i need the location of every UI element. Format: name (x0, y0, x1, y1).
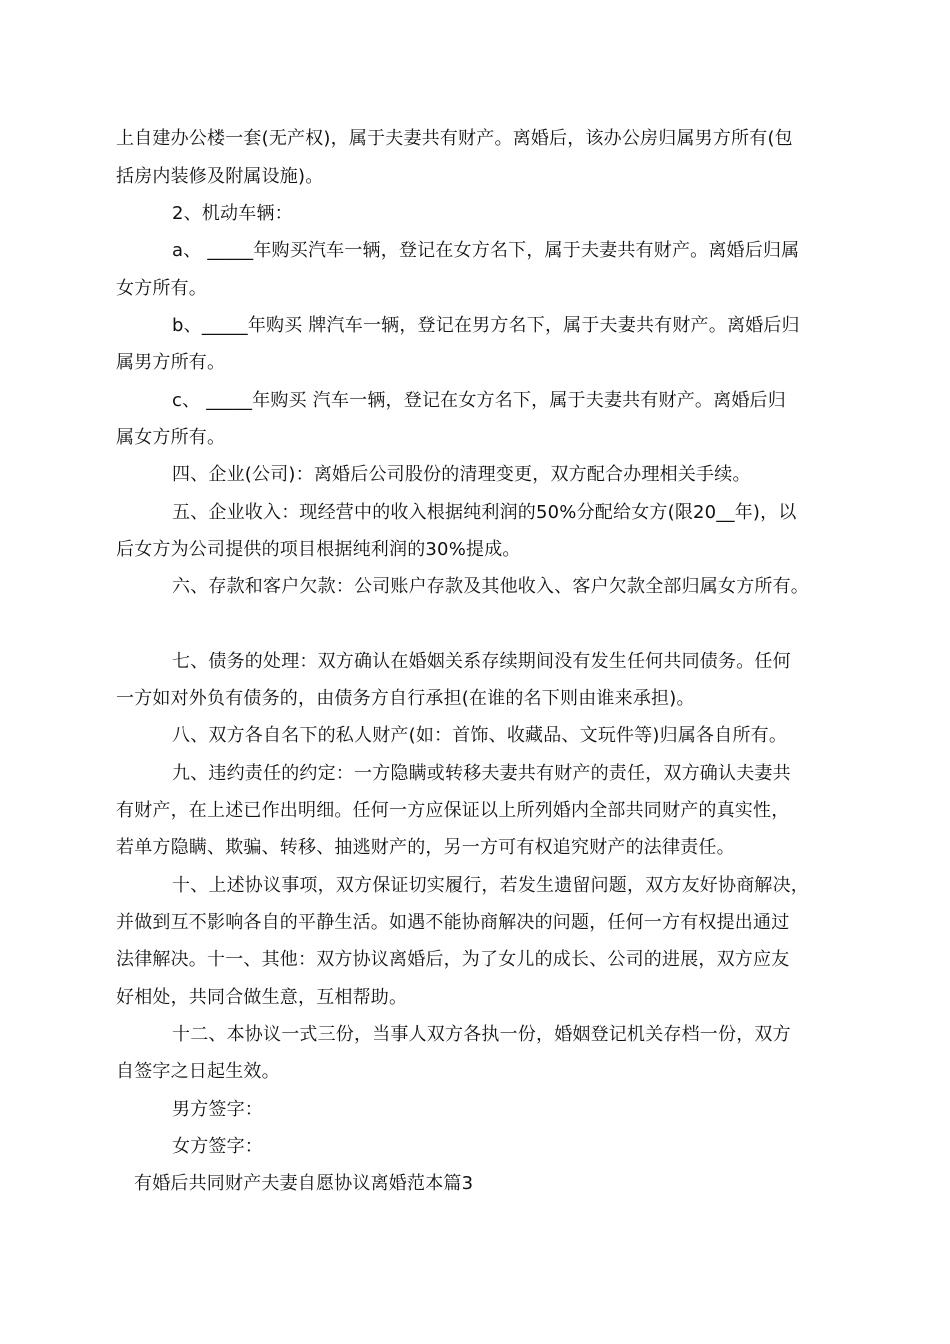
paragraph-line: 后女方为公司提供的项目根据纯利润的30%提成。 (116, 539, 521, 560)
paragraph-line: 若单方隐瞒、欺骗、转移、抽逃财产的，另一方可有权追究财产的法律责任。 (116, 837, 735, 858)
paragraph-line: 有财产，在上述已作出明细。任何一方应保证以上所列婚内全部共同财产的真实性， (116, 800, 790, 821)
section-heading: 2、机动车辆： (172, 203, 293, 224)
clause-9: 九、违约责任的约定：一方隐瞒或转移夫妻共有财产的责任，双方确认夫妻共 (172, 763, 791, 784)
section-title: 有婚后共同财产夫妻自愿协议离婚范本篇3 (134, 1173, 474, 1194)
paragraph-line: 女方所有。 (116, 278, 207, 299)
clause-12: 十二、本协议一式三份，当事人双方各执一份，婚姻登记机关存档一份，双方 (172, 1024, 791, 1045)
paragraph-line: 并做到互不影响各自的平静生活。如遇不能协商解决的问题，任何一方有权提出通过 (116, 912, 790, 933)
paragraph-line: 括房内装修及附属设施)。 (116, 166, 324, 187)
paragraph-line: 法律解决。十一、其他：双方协议离婚后，为了女儿的成长、公司的进展，双方应友 (116, 949, 790, 970)
male-signature-label: 男方签字： (172, 1099, 263, 1120)
paragraph-line: 自签字之日起生效。 (116, 1061, 280, 1082)
paragraph-line: 好相处，共同合做生意，互相帮助。 (116, 987, 408, 1008)
clause-8: 八、双方各自名下的私人财产(如：首饰、收藏品、文玩件等)归属各自所有。 (172, 725, 788, 746)
clause-6: 六、存款和客户欠款：公司账户存款及其他收入、客户欠款全部归属女方所有。 (172, 576, 809, 597)
clause-7: 七、债务的处理：双方确认在婚姻关系存续期间没有发生任何共同债务。任何 (172, 651, 791, 672)
list-item-b: b、_____年购买 牌汽车一辆，登记在男方名下，属于夫妻共有财产。离婚后归 (172, 315, 800, 336)
clause-5: 五、企业收入：现经营中的收入根据纯利润的50%分配给女方(限20__年)，以 (172, 502, 797, 523)
list-item-a: a、 _____年购买汽车一辆，登记在女方名下，属于夫妻共有财产。离婚后归属 (172, 240, 800, 261)
list-item-c: c、 _____年购买 汽车一辆，登记在女方名下，属于夫妻共有财产。离婚后归 (172, 390, 786, 411)
paragraph-line: 属女方所有。 (116, 427, 226, 448)
paragraph-line: 属男方所有。 (116, 352, 226, 373)
female-signature-label: 女方签字： (172, 1136, 263, 1157)
paragraph-line: 一方如对外负有债务的，由债务方自行承担(在谁的名下则由谁来承担)。 (116, 688, 695, 709)
clause-10: 十、上述协议事项，双方保证切实履行，若发生遗留问题，双方友好协商解决， (172, 875, 809, 896)
clause-4: 四、企业(公司)：离婚后公司股份的清理变更，双方配合办理相关手续。 (172, 464, 751, 485)
paragraph-line: 上自建办公楼一套(无产权)，属于夫妻共有财产。离婚后，该办公房归属男方所有(包 (116, 128, 793, 149)
